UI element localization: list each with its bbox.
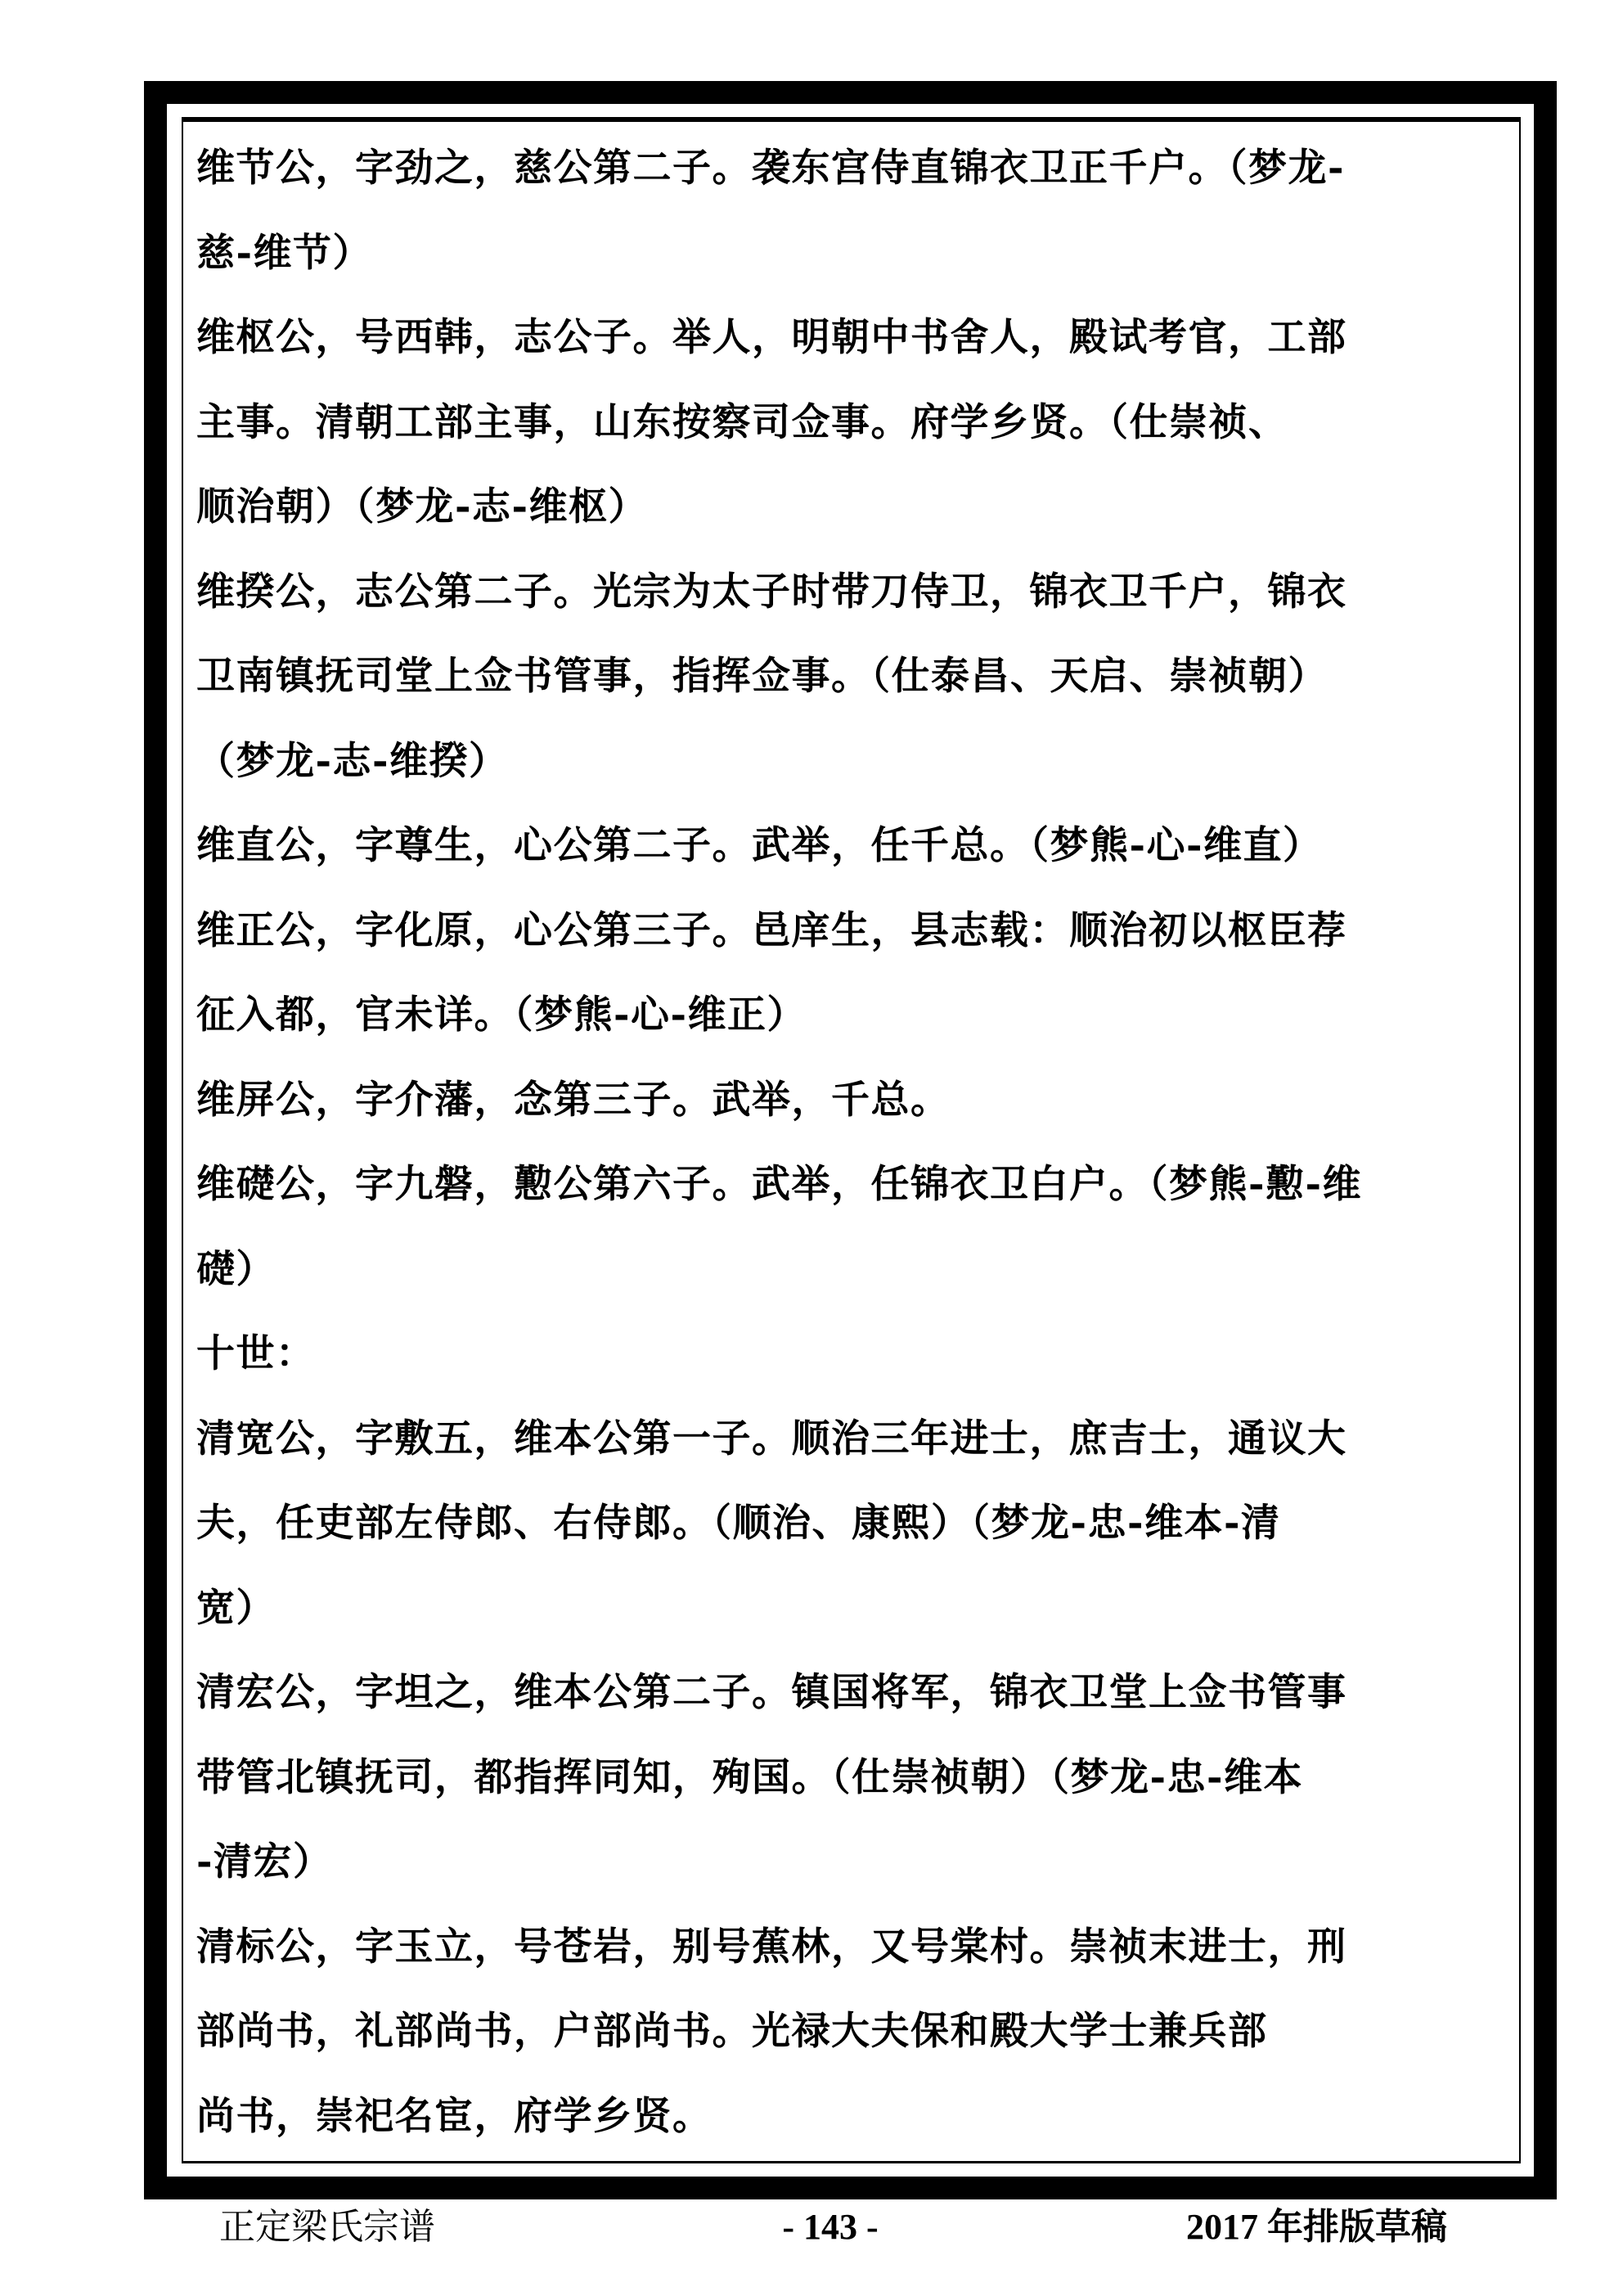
entry-weiping bbox=[196, 1058, 1505, 1143]
entry-line: 带管北镇抚司，都指挥同知，殉国。（仕崇祯朝）（梦龙-忠-维本 bbox=[196, 1754, 1304, 1800]
entry-line: 维屏公，字介藩，念第三子。武举，千总。 bbox=[196, 1077, 951, 1123]
entry-line: 征入都，官未详。（梦熊-心-维正） bbox=[196, 993, 807, 1038]
entry-line: （梦龙-志-维揆） bbox=[196, 738, 509, 784]
entry-line: 维枢公，号西韩，志公子。举人，明朝中书舍人，殿试考官，工部 bbox=[196, 315, 1347, 360]
entry-line: 宽） bbox=[196, 1585, 276, 1631]
entry-line: 清标公，字玉立，号苍岩，别号蕉林，又号棠村。崇祯末进士，刑 bbox=[196, 1924, 1347, 1970]
entry-line: 清宏公，字坦之，维本公第二子。镇国将军，锦衣卫堂上佥书管事 bbox=[196, 1670, 1347, 1715]
entry-line: 维节公，字劲之，慈公第二子。袭东宫侍直锦衣卫正千户。（梦龙- bbox=[196, 146, 1346, 191]
entry-line: 维礎公，字九磐，懃公第六子。武举，任锦衣卫白户。（梦熊-懃-维 bbox=[196, 1162, 1363, 1207]
entry-line: 夫，任吏部左侍郎、右侍郎。（顺治、康熙）（梦龙-忠-维本-清 bbox=[196, 1501, 1281, 1546]
footer-book-title: 正定梁氏宗谱 bbox=[219, 2206, 435, 2248]
entry-weizheng bbox=[196, 889, 1505, 1058]
entry-line: 部尚书，礼部尚书，户部尚书。光禄大夫保和殿大学士兼兵部 bbox=[196, 2009, 1268, 2054]
generation-heading bbox=[196, 1312, 1505, 1397]
entry-line: 礎） bbox=[196, 1246, 276, 1292]
entry-line: 卫南镇抚司堂上佥书管事，指挥佥事。（仕泰昌、天启、崇祯朝） bbox=[196, 654, 1328, 699]
page-content bbox=[196, 126, 1505, 2159]
footer-page-number: - 143 - bbox=[782, 2207, 879, 2247]
entry-line: 主事。清朝工部主事，山东按察司佥事。府学乡贤。（仕崇祯、 bbox=[196, 399, 1288, 445]
entry-weizhi bbox=[196, 804, 1505, 889]
entry-line: 慈-维节） bbox=[196, 230, 373, 276]
entry-weijie bbox=[196, 126, 1505, 295]
entry-line: 维正公，字化原，心公第三子。邑庠生，县志载：顺治初以枢臣荐 bbox=[196, 907, 1347, 953]
entry-line: 维揆公，志公第二子。光宗为太子时带刀侍卫，锦衣卫千户，锦衣 bbox=[196, 569, 1347, 615]
entry-qingkuan bbox=[196, 1397, 1505, 1651]
entry-qinghong bbox=[196, 1650, 1505, 1905]
footer-draft-note: 2017 年排版草稿 bbox=[1186, 2207, 1447, 2247]
entry-qingbiao bbox=[196, 1905, 1505, 2159]
entry-line: 清宽公，字敷五，维本公第一子。顺治三年进士，庶吉士，通议大 bbox=[196, 1416, 1347, 1461]
heading-text: 十世： bbox=[196, 1331, 316, 1376]
entry-weichu bbox=[196, 1142, 1505, 1312]
entry-line: -清宏） bbox=[196, 1839, 333, 1884]
entry-weishu bbox=[196, 295, 1505, 550]
entry-line: 顺治朝）（梦龙-志-维枢） bbox=[196, 484, 649, 529]
entry-weikui bbox=[196, 550, 1505, 804]
entry-line: 尚书，崇祀名宦，府学乡贤。 bbox=[196, 2093, 713, 2139]
page-footer bbox=[0, 2203, 1623, 2252]
entry-line: 维直公，字尊生，心公第二子。武举，任千总。（梦熊-心-维直） bbox=[196, 823, 1323, 868]
